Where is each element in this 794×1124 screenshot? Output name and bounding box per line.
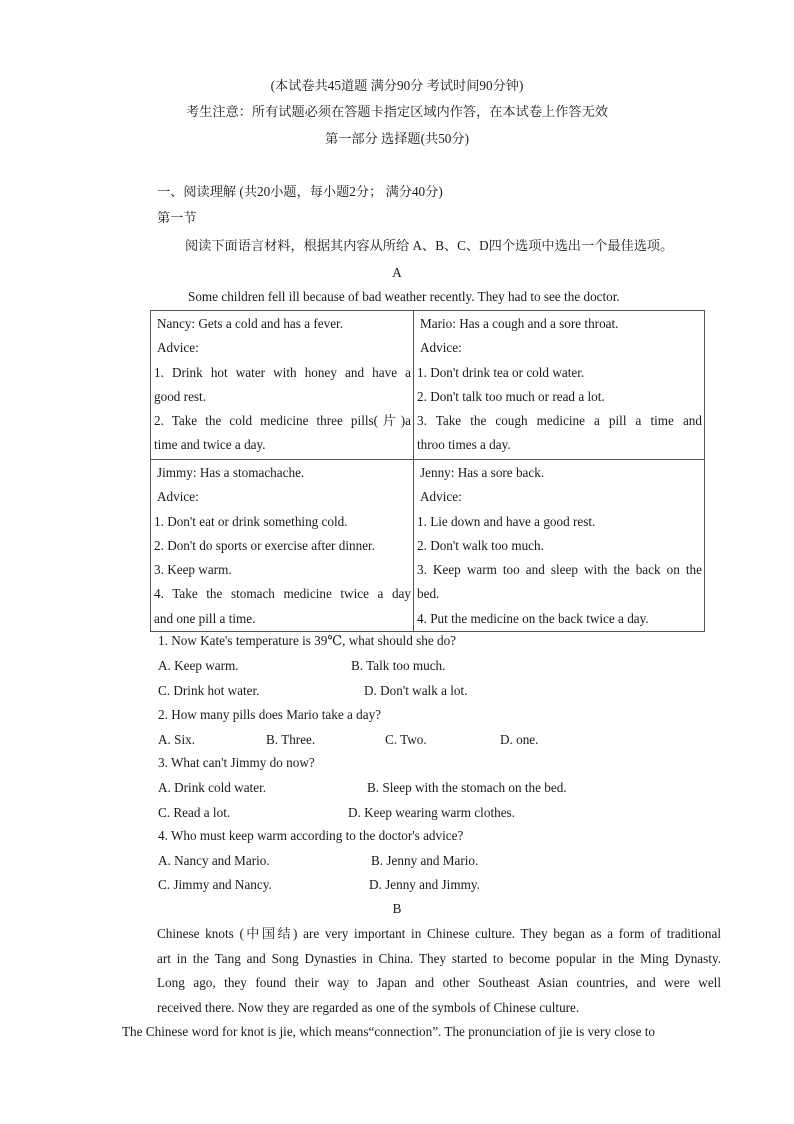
jenny-advice-line: 2. Don't walk too much.	[417, 537, 544, 553]
mario-advice-line: throo times a day.	[417, 437, 511, 453]
jimmy-advice-line: 2. Don't do sports or exercise after dinner.	[154, 537, 376, 553]
passage-a-intro: Some children fell ill because of bad weather recently. They had to see the doctor.	[188, 289, 620, 304]
mario-heading: Mario: Has a cough and a sore throat.	[420, 316, 619, 331]
mario-advice-line: 3. Take the cough medicine a pill a time and	[417, 413, 702, 429]
mario-advice-label: Advice:	[420, 340, 462, 356]
jenny-advice-label: Advice:	[420, 489, 462, 505]
option-b[interactable]: B. Sleep with the stomach on the bed.	[367, 780, 567, 795]
exam-notice: 考生注意：所有试题必须在答题卡指定区域内作答，在本试卷上作答无效	[186, 104, 608, 119]
option-c[interactable]: C. Jimmy and Nancy.	[158, 877, 272, 892]
option-d[interactable]: D. Don't walk a lot.	[364, 683, 468, 698]
option-b[interactable]: B. Three.	[266, 732, 316, 747]
mario-advice-line: 2. Don't talk too much or read a lot.	[417, 388, 605, 404]
mario-cell	[414, 311, 705, 460]
passage-b-line: Chinese knots (中国结) are very important in Chinese culture. They began as a form of traditional	[157, 926, 721, 941]
passage-a-label: A	[392, 265, 402, 280]
nancy-advice-line: good rest.	[154, 388, 207, 404]
option-a[interactable]: A. Keep warm.	[158, 658, 239, 673]
option-c[interactable]: C. Drink hot water.	[158, 683, 260, 698]
passage-b-line: received there. Now they are regarded as one of the symbols of Chinese culture.	[157, 999, 580, 1015]
question-stem: 3. What can't Jimmy do now?	[158, 755, 315, 770]
advice-table	[150, 310, 705, 632]
nancy-advice-line: 2. Take the cold medicine three pills(片)a	[154, 413, 411, 429]
question-stem: 2. How many pills does Mario take a day?	[158, 707, 382, 722]
option-a[interactable]: A. Six.	[158, 732, 196, 747]
jimmy-cell	[151, 460, 414, 632]
passage-b-label: B	[392, 901, 402, 916]
option-d[interactable]: D. Keep wearing warm clothes.	[348, 805, 515, 820]
option-b[interactable]: B. Jenny and Mario.	[371, 853, 479, 868]
option-d[interactable]: D. Jenny and Jimmy.	[369, 877, 480, 892]
option-a[interactable]: A. Drink cold water.	[158, 780, 267, 795]
passage-b-continuation: The Chinese word for knot is jie, which means“connection”. The pronunciation of jie is very close to	[122, 1024, 655, 1039]
jenny-advice-line: 4. Put the medicine on the back twice a day.	[417, 610, 649, 626]
passage-b-line: art in the Tang and Song Dynasties in China. They started to become popular in the Ming Dynasty.	[157, 950, 721, 966]
jimmy-advice-label: Advice:	[157, 489, 199, 505]
section-title: 一、阅读理解 (共20小题，每小题2分； 满分40分)	[157, 184, 443, 199]
jenny-cell	[414, 460, 705, 632]
question-stem: 4. Who must keep warm according to the doctor's advice?	[158, 828, 464, 843]
exam-info: (本试卷共45道题 满分90分 考试时间90分钟)	[270, 78, 524, 93]
jimmy-advice-line: 3. Keep warm.	[154, 562, 232, 578]
jenny-advice-line: 3. Keep warm too and sleep with the back on the	[417, 562, 702, 578]
subsection-title: 第一节	[157, 210, 197, 225]
jimmy-advice-line: 1. Don't eat or drink something cold.	[154, 513, 348, 529]
jimmy-heading: Jimmy: Has a stomachache.	[157, 465, 305, 480]
jimmy-advice-line: 4. Take the stomach medicine twice a day	[154, 586, 411, 602]
section-instruction: 阅读下面语言材料，根据其内容从所给 A、B、C、D四个选项中选出一个最佳选项。	[185, 238, 674, 253]
nancy-heading: Nancy: Gets a cold and has a fever.	[157, 316, 344, 331]
nancy-cell	[151, 311, 414, 460]
option-d[interactable]: D. one.	[500, 732, 539, 747]
question-stem: 1. Now Kate's temperature is 39℃, what should she do?	[158, 633, 457, 648]
part-title: 第一部分 选择题(共50分)	[325, 131, 469, 146]
option-c[interactable]: C. Two.	[385, 732, 427, 747]
nancy-advice-line: time and twice a day.	[154, 437, 266, 453]
option-c[interactable]: C. Read a lot.	[158, 805, 231, 820]
jenny-advice-line: bed.	[417, 586, 440, 602]
passage-b-paragraph	[157, 922, 721, 1020]
jenny-advice-line: 1. Lie down and have a good rest.	[417, 513, 596, 529]
option-a[interactable]: A. Nancy and Mario.	[158, 853, 270, 868]
jenny-heading: Jenny: Has a sore back.	[420, 465, 545, 480]
passage-b-line: Long ago, they found their way to Japan and other Southeast Asian countries, and were well	[157, 975, 721, 991]
option-b[interactable]: B. Talk too much.	[351, 658, 446, 673]
nancy-advice-label: Advice:	[157, 340, 199, 356]
mario-advice-line: 1. Don't drink tea or cold water.	[417, 364, 585, 380]
nancy-advice-line: 1. Drink hot water with honey and have a	[154, 364, 411, 380]
jimmy-advice-line: and one pill a time.	[154, 610, 256, 626]
